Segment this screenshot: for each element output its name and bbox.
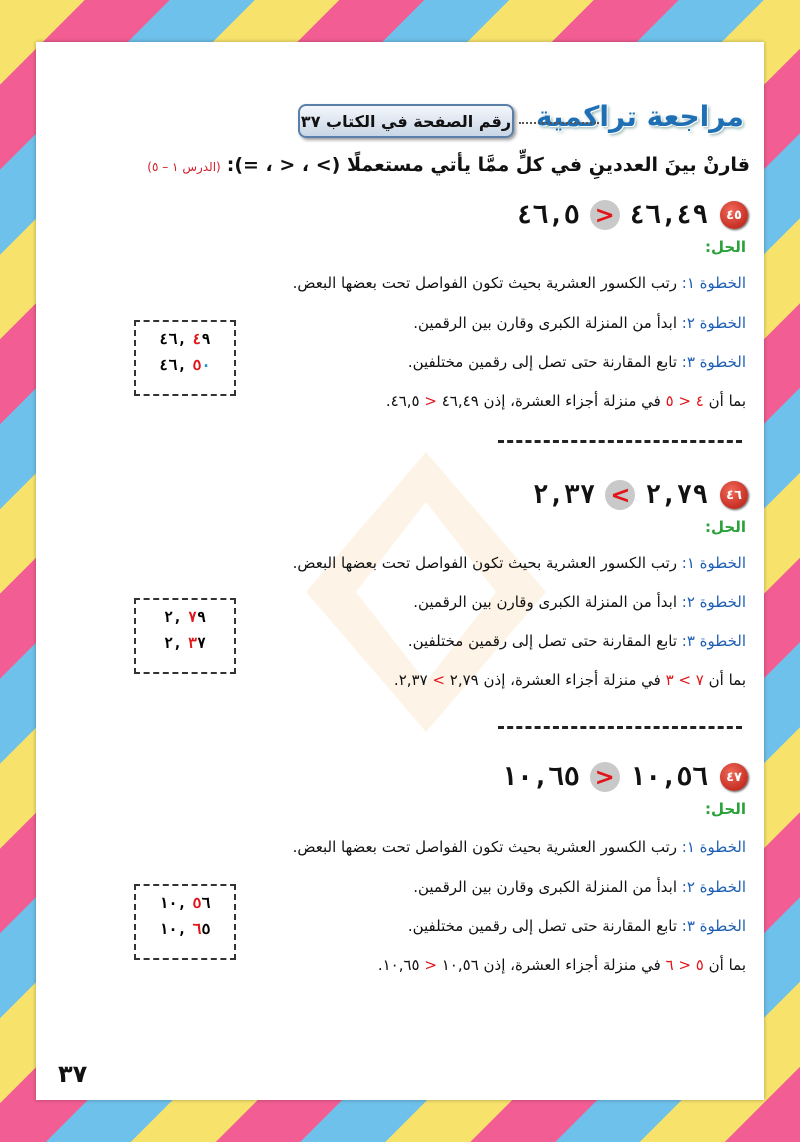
step-text: تابع المقارنة حتى تصل إلى رقمين مختلفين. <box>407 632 682 650</box>
aligned-decimals-box <box>134 598 236 674</box>
conclusion-text: بما أن <box>703 671 746 689</box>
step-text: تابع المقارنة حتى تصل إلى رقمين مختلفين. <box>407 353 682 371</box>
problem-number-badge: ٤٦ <box>720 481 748 509</box>
conclusion <box>386 392 746 410</box>
conclusion-text: ١٠,٦٥. <box>377 956 425 974</box>
step-label: الخطوة ٢: <box>681 593 746 611</box>
comparison-sign: < <box>590 200 620 230</box>
decimal-comma: , <box>177 330 193 348</box>
step-text: رتب الكسور العشرية بحيث تكون الفواصل تحت بعضها البعض. <box>292 274 682 292</box>
conclusion-text: بما أن <box>703 956 746 974</box>
whole-part: ٤٦ <box>159 356 178 374</box>
worksheet-page <box>36 42 764 1100</box>
hundredths-digit: ٩ <box>197 608 207 626</box>
step-label: الخطوة ٣: <box>681 353 746 371</box>
right-number: ١٠,٥٦ <box>629 762 708 792</box>
section-title: مراجعة تراكمية <box>535 100 744 133</box>
whole-part: ٤٦ <box>159 330 178 348</box>
step-1 <box>293 554 746 572</box>
digit-comparison: ٥ < ٦ <box>665 956 704 974</box>
instruction-text: قارنْ بينَ العددينِ في كلٍّ ممَّا يأتي مستعملًا (> ، < ، =): <box>226 154 750 176</box>
solution-label: الحل: <box>705 800 746 818</box>
step-label: الخطوة ١: <box>681 274 746 292</box>
step-label: الخطوة ١: <box>681 838 746 856</box>
book-page-reference: رقم الصفحة في الكتاب ٣٧ <box>298 104 514 138</box>
hundredths-digit: ٧ <box>197 634 207 652</box>
result-sign: < <box>424 956 437 974</box>
step-2 <box>413 314 746 332</box>
decimal-comma: , <box>172 608 188 626</box>
comparison-sign: > <box>605 480 635 510</box>
step-text: ابدأ من المنزلة الكبرى وقارن بين الرقمين. <box>413 314 682 332</box>
aligned-row-2 <box>136 920 234 938</box>
whole-part: ١٠ <box>159 920 178 938</box>
whole-part: ٢ <box>163 634 173 652</box>
step-1 <box>293 274 746 292</box>
decimal-comma: , <box>177 920 193 938</box>
lesson-reference: (الدرس ١ – ٥) <box>147 160 221 174</box>
step-text: رتب الكسور العشرية بحيث تكون الفواصل تحت بعضها البعض. <box>292 554 682 572</box>
aligned-row-1 <box>136 330 234 348</box>
conclusion-text: في منزلة أجزاء العشرة، إذن ٢,٧٩ <box>445 671 666 689</box>
result-sign: > <box>432 671 446 689</box>
tenths-digit: ٥ <box>192 356 202 374</box>
hundredths-digit: ٥ <box>201 920 211 938</box>
watermark-logo <box>296 442 556 742</box>
step-text: تابع المقارنة حتى تصل إلى رقمين مختلفين. <box>407 917 682 935</box>
problem-number-badge: ٤٧ <box>720 763 748 791</box>
hundredths-digit: ٩ <box>201 330 211 348</box>
tenths-digit: ٣ <box>188 634 198 652</box>
tenths-digit: ٧ <box>188 608 198 626</box>
step-2 <box>413 878 746 896</box>
aligned-row-1 <box>136 894 234 912</box>
problem-number-badge: ٤٥ <box>720 201 748 229</box>
whole-part: ٢ <box>163 608 173 626</box>
left-number: ٤٦,٥ <box>517 200 580 230</box>
right-number: ٢,٧٩ <box>645 480 708 510</box>
step-label: الخطوة ٢: <box>681 314 746 332</box>
conclusion <box>378 956 746 974</box>
aligned-row-1 <box>136 608 234 626</box>
comparison-sign: < <box>590 762 620 792</box>
conclusion-text: في منزلة أجزاء العشرة، إذن ٤٦,٤٩ <box>436 392 666 410</box>
aligned-decimals-box <box>134 884 236 960</box>
problem-45 <box>517 200 748 230</box>
problem-46 <box>533 480 748 510</box>
solution-label: الحل: <box>705 518 746 536</box>
digit-comparison: ٤ < ٥ <box>665 392 704 410</box>
step-3 <box>408 632 746 650</box>
conclusion-text: بما أن <box>703 392 746 410</box>
whole-part: ١٠ <box>159 894 178 912</box>
step-label: الخطوة ١: <box>681 554 746 572</box>
decimal-comma: , <box>177 356 193 374</box>
step-text: ابدأ من المنزلة الكبرى وقارن بين الرقمين. <box>413 593 682 611</box>
page-number: ٣٧ <box>58 1060 88 1088</box>
decimal-comma: , <box>172 634 188 652</box>
section-separator <box>498 726 742 729</box>
aligned-row-2 <box>136 356 234 374</box>
tenths-digit: ٥ <box>192 894 202 912</box>
step-3 <box>408 353 746 371</box>
step-label: الخطوة ٣: <box>681 632 746 650</box>
tenths-digit: ٦ <box>192 920 202 938</box>
hundredths-digit: ٦ <box>201 894 211 912</box>
digit-comparison: ٧ > ٣ <box>665 671 704 689</box>
hundredths-digit: ٠ <box>201 356 211 374</box>
conclusion-text: ٢,٣٧. <box>393 671 433 689</box>
aligned-row-2 <box>136 634 234 652</box>
conclusion <box>394 671 746 689</box>
step-2 <box>413 593 746 611</box>
problem-47 <box>501 762 748 792</box>
right-number: ٤٦,٤٩ <box>629 200 708 230</box>
step-label: الخطوة ٣: <box>681 917 746 935</box>
section-separator <box>498 440 742 443</box>
conclusion-text: ٤٦,٥. <box>385 392 425 410</box>
left-number: ٢,٣٧ <box>532 480 596 510</box>
tenths-digit: ٤ <box>192 330 202 348</box>
aligned-decimals-box <box>134 320 236 396</box>
step-3 <box>408 917 746 935</box>
conclusion-text: في منزلة أجزاء العشرة، إذن ١٠,٥٦ <box>436 956 666 974</box>
title-dotted-leader <box>519 122 599 124</box>
result-sign: < <box>424 392 437 410</box>
exercise-instruction <box>147 154 750 176</box>
step-label: الخطوة ٢: <box>681 878 746 896</box>
left-number: ١٠,٦٥ <box>501 762 580 792</box>
step-1 <box>293 838 746 856</box>
step-text: ابدأ من المنزلة الكبرى وقارن بين الرقمين. <box>413 878 682 896</box>
step-text: رتب الكسور العشرية بحيث تكون الفواصل تحت بعضها البعض. <box>292 838 682 856</box>
solution-label: الحل: <box>705 238 746 256</box>
decimal-comma: , <box>177 894 193 912</box>
